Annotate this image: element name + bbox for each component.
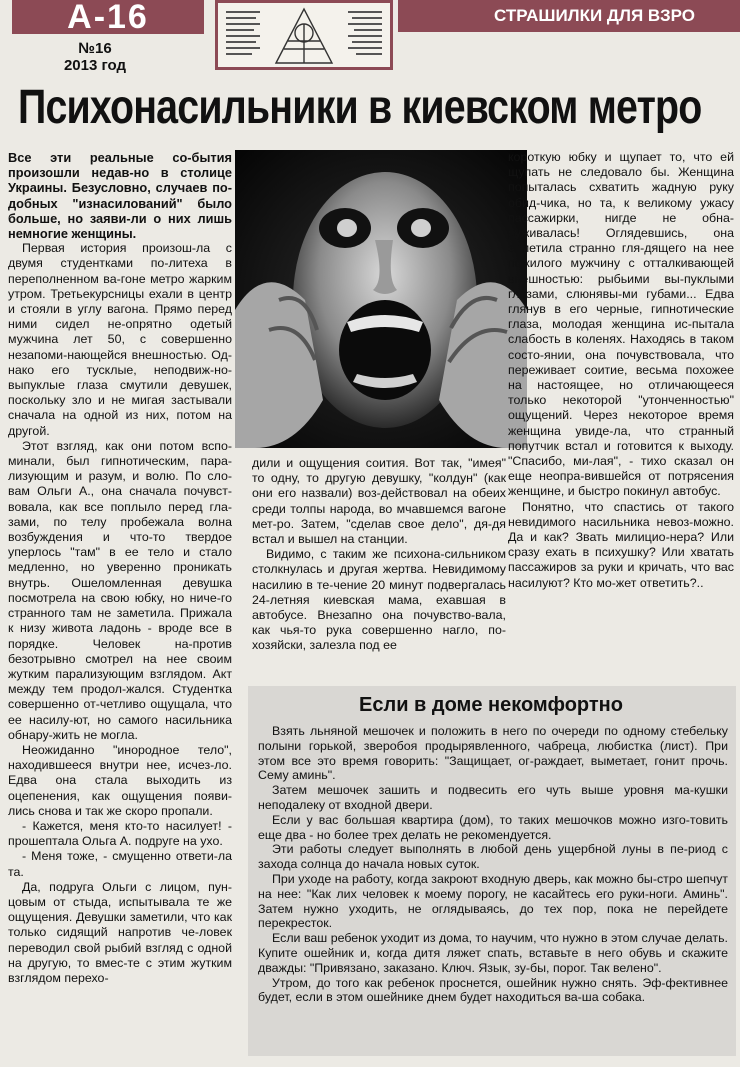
article-title: Психонасильники в киевском метро <box>18 81 702 134</box>
article-column-1 <box>8 150 232 986</box>
sidebar-paragraph: Утром, до того как ребенок проснется, ошейник нужно снять. Эф-фективнее будет, если в этом ошейнике днем будет находиться ва-ша собака. <box>258 975 728 1005</box>
screaming-face-photo <box>235 150 527 448</box>
paragraph: Первая история произош-ла с двумя студентками по-литеха в переполненном ва-гоне метро жарким утром. Третьекурсницы ехали в центр и стояли в углу вагона. Прямо перед ними сидел не-опрятно одетый мужчина лет 50, с совершенно незапоми-нающейся внешностью. Од-нако его тусклые, неподвиж-но-выпуклые глаза смутили девушек, поскольку зло и не мигая застывали сначала на одной из них, потом на другой. <box>8 241 232 438</box>
page-number-banner: А-16 <box>12 0 204 34</box>
paragraph: Понятно, что спастись от такого невидимого насильника невоз-можно. Да и как? Звать милицио-нера? Или сразу ехать в психушку? Или хватать пассажиров за руки и кричать, что вас насилуют? Кто мо-жет ответить?.. <box>508 499 734 590</box>
sidebar-box <box>248 686 736 1056</box>
paragraph: Этот взгляд, как они потом вспо-минали, был гипнотическим, пара-лизующим и разум, и волю. По сло-вам Ольги А., она сначала почувст-вовала, как все поплыло перед гла-зами, по телу пробежала волна возбуждения и что-то твердое уперлось "там" в ее тело и стало медленно, но уверенно проникать внутрь. Ошеломленная девушка посмотрела на свою юбку, но ниче-го странного там не заметила. Прижала к низу живота ладонь - вроде все в порядке. Человек на-против безотрывно смотрел на нее своим жутким парализующим взглядом. Акт между тем продол-жался. Студентка совершенно от-четливо ощущала, что ее насилу-ют, но самого насильника обнару-жить не могла. <box>8 438 232 742</box>
section-banner: СТРАШИЛКИ ДЛЯ ВЗРО <box>398 0 740 32</box>
logo-emblem-icon <box>218 3 390 67</box>
sidebar-paragraph: Взять льняной мешочек и положить в него по очереди по одному стебельку полыни горькой, зверобоя продырявленного, чабреца, любистка (лист). При этом все это время говорить: "Защищает, ог-раждает, выметает, гонит прочь. Сему аминь". <box>258 724 728 783</box>
sidebar-paragraph: Если ваш ребенок уходит из дома, то научим, что нужно в этом случае делать. Купите ошейник и, когда дитя ляжет спать, вставьте в него обувь и скажите дважды: "Привязано, заказано. Ключ. Язык, зу-бы, порог. Так велено". <box>258 931 728 975</box>
sidebar-title: Если в доме некомфортно <box>359 694 623 716</box>
sidebar-paragraph: Эти работы следует выполнять в любой день ущербной луны в пе-риод с захода солнца до начала новых суток. <box>258 842 728 872</box>
sidebar-paragraph: Если у вас большая квартира (дом), то таких мешочков можно изго-товить еще два - но более трех делать не рекомендуется. <box>258 812 728 842</box>
article-column-3 <box>508 150 734 591</box>
face-illustration-icon <box>235 150 527 448</box>
issue-info <box>40 40 150 74</box>
paragraph: дили и ощущения соития. Вот так, "имея" то одну, то другую девушку, "колдун" (как они его назвали) воз-действовал на обеих среди толпы народа, во мчавшемся вагоне мет-ро. Затем, "сделав свое дело", дя-дя встал и вышел на станции. <box>252 456 506 547</box>
paragraph: Да, подруга Ольги с лицом, пун-цовым от стыда, испытывала те же ощущения. Девушки заметили, что как только сидящий напротив че-ловек переводил свой рыбий взгляд с одной на другую, то вмес-те с этим жутким взглядом перехо- <box>8 879 232 985</box>
sidebar-text <box>258 724 728 1005</box>
issue-year: 2013 год <box>63 57 127 74</box>
article-column-2 <box>252 456 506 654</box>
issue-number: №16 <box>78 40 112 57</box>
sidebar-paragraph: При уходе на работу, когда закроют входную дверь, как можно бы-стро шепчут на нее: "Как лих человек к моему порогу, не касайтесь его руки-ноги. Аминь". Затем нужно уходить, не оглядываясь, до тех пор, пока не перейдете перекресток. <box>258 871 728 931</box>
paragraph: Видимо, с таким же психона-сильником столкнулась и другая жертва. Невидимому насилию в те-чение 20 минут подвергалась 24-летняя киевская мама, ехавшая в автобусе. Внезапно она почувство-вала, как чья-то рука совершенно нагло, по-хозяйски, залезла под ее <box>252 547 506 653</box>
paragraph: Неожиданно "инородное тело", находившееся внутри нее, исчез-ло. Едва она стала выходить из оцепенения, как ощущения появи-лись снова и так же скоро пропали. <box>8 742 232 818</box>
paragraph: короткую юбку и щупает то, что ей щупать не следовало бы. Женщина попыталась схватить жадную руку обид-чика, но та, к великому ужасу пассажирки, нигде не обна-руживалась! Оглядевшись, она заметила странно гля-дящего на нее пожилого мужчину с отталкивающей внешностью: рыбьими вы-пуклыми глазами, слюнявы-ми губами... Едва глянув в его черные, гипнотические глаза, молодая женщина ис-пытала слабость в коленях. Находясь в таком состо-янии, она почувствовала, что переживает соитие, весьма похожее на настоящее, но отличающееся только некоторой "утонченностью" ощущений. Через некоторое время женщина увиде-ла, что странный попутчик встал и готовится к выходу. "Спасибо, ми-лая", - тихо сказал он еще неопра-вившейся от потрясения женщине, и быстро покинул автобус. <box>508 150 734 499</box>
sidebar-paragraph: Затем мешочек зашить и подвесить его чуть выше уровня ма-кушки неподалеку от входной двери. <box>258 783 728 812</box>
paragraph: - Меня тоже, - смущенно ответи-ла та. <box>8 849 232 879</box>
article-lead: Все эти реальные со-бытия произошли недав-но в столице Украины. Безусловно, случаев по-добных "изнасилований" было больше, но заяви-ли о них лишь немногие женщины. <box>8 150 232 242</box>
magazine-logo <box>215 0 393 70</box>
paragraph: - Кажется, меня кто-то насилует! - прошептала Ольга А. подруге на ухо. <box>8 818 232 849</box>
